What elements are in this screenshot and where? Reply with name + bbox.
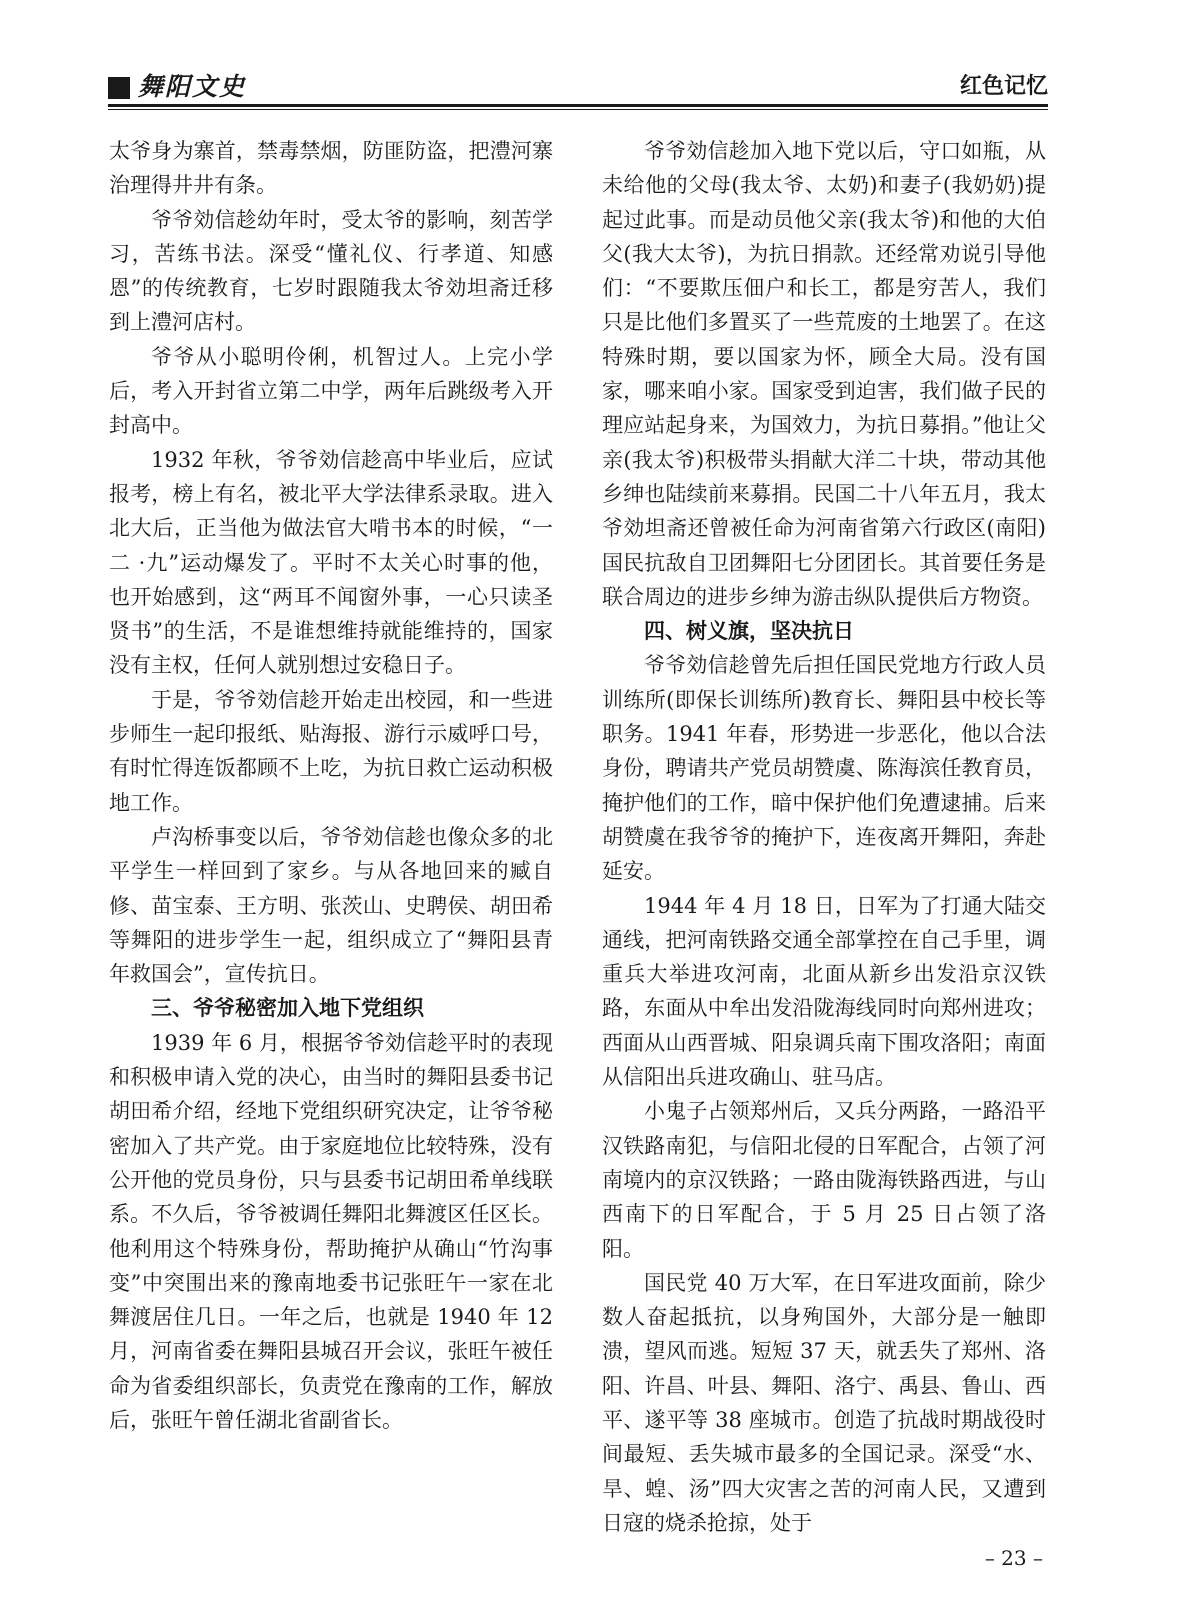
journal-title: 舞阳文史 — [138, 72, 247, 101]
header-rule-thick — [108, 104, 1048, 107]
paragraph: 卢沟桥事变以后，爷爷効信趁也像众多的北平学生一样回到了家乡。与从各地回来的臧自修、苗宝泰、王方明、张茨山、史聘侯、胡田希等舞阳的进步学生一起，组织成立了“舞阳县青年救国会”，宣传抗日。 — [109, 824, 553, 987]
paragraph: 爷爷効信趁加入地下党以后，守口如瓶，从未给他的父母(我太爷、太奶)和妻子(我奶奶)提起过此事。而是动员他父亲(我太爷)和他的大伯父(我大太爷)，为抗日捐款。还经常劝说引导他们：“不要欺压佃户和长工，都是穷苦人，我们只是比他们多置买了一些荒废的土地罢了。在这特殊时期，要以国家为怀，顾全大局。没有国家，哪来咱小家。国家受到迫害，我们做子民的理应站起身来，为国效力，为抗日募捐。”他让父亲(我太爷)积极带头捐献大洋二十块，带动其他乡绅也陆续前来募捐。民国二十八年五月，我太爷効坦斋还曾被任命为河南省第六行政区(南阳)国民抗敌自卫团舞阳七分团团长。其首要任务是联合周边的进步乡绅为游击纵队提供后方物资。 — [602, 139, 1046, 609]
header-square-mark — [108, 77, 130, 99]
section-heading-4: 四、树义旗，坚决抗日 — [644, 619, 854, 644]
paragraph: 爷爷効信趁曾先后担任国民党地方行政人员训练所(即保长训练所)教育长、舞阳县中校长等职务。1941 年春，形势进一步恶化，他以合法身份，聘请共产党员胡赞虞、陈海滨任教育员，掩护他们的工作，暗中保护他们免遭逮捕。后来胡赞虞在我爷爷的掩护下，连夜离开舞阳，奔赴延安。 — [602, 653, 1046, 884]
header-rule-thin — [108, 109, 1048, 110]
paragraph: 1939 年 6 月，根据爷爷効信趁平时的表现和积极申请入党的决心，由当时的舞阳县委书记胡田希介绍，经地下党组织研究决定，让爷爷秘密加入了共产党。由于家庭地位比较特殊，没有公开他的党员身份，只与县委书记胡田希单线联系。不久后，爷爷被调任舞阳北舞渡区任区长。他利用这个特殊身份，帮助掩护从确山“竹沟事变”中突围出来的豫南地委书记张旺午一家在北舞渡居住几日。一年之后，也就是 1940 年 12 月，河南省委在舞阳县城召开会议，张旺午被任命为省委组织部长，负责党在豫南的工作，解放后，张旺午曾任湖北省副省长。 — [109, 1030, 553, 1432]
page-number: – 23 – — [984, 1546, 1043, 1570]
section-heading-3: 三、爷爷秘密加入地下党组织 — [151, 996, 424, 1021]
paragraph: 国民党 40 万大军，在日军进攻面前，除少数人奋起抵抗，以身殉国外，大部分是一触即溃，望风而逃。短短 37 天，就丢失了郑州、洛阳、许昌、叶县、舞阳、洛宁、禹县、鲁山、西平、遂平等 38 座城市。创造了抗战时期战役时间最短、丢失城市最多的全国记录。深受“水、旱、蝗、汤”四大灾害之苦的河南人民，又遭到日寇的烧杀抢掠，处于 — [602, 1270, 1046, 1535]
paragraph: 爷爷効信趁幼年时，受太爷的影响，刻苦学习，苦练书法。深受“懂礼仪、行孝道、知感恩”的传统教育，七岁时跟随我太爷効坦斋迁移到上澧河店村。 — [109, 207, 553, 335]
left-column — [109, 134, 553, 1437]
right-column — [602, 134, 1046, 1540]
page-header — [108, 72, 1048, 102]
section-title: 红色记忆 — [959, 74, 1048, 99]
paragraph: 太爷身为寨首，禁毒禁烟，防匪防盗，把澧河寨治理得井井有条。 — [109, 139, 553, 198]
paragraph: 小鬼子占领郑州后，又兵分两路，一路沿平汉铁路南犯，与信阳北侵的日军配合，占领了河南境内的京汉铁路；一路由陇海铁路西进，与山西南下的日军配合，于 5 月 25 日占领了洛阳。 — [602, 1099, 1046, 1261]
paragraph: 于是，爷爷効信趁开始走出校园，和一些进步师生一起印报纸、贴海报、游行示威呼口号，有时忙得连饭都顾不上吃，为抗日救亡运动积极地工作。 — [109, 687, 553, 815]
paragraph: 爷爷从小聪明伶俐，机智过人。上完小学后，考入开封省立第二中学，两年后跳级考入开封高中。 — [109, 344, 553, 438]
paragraph: 1932 年秋，爷爷効信趁高中毕业后，应试报考，榜上有名，被北平大学法律系录取。进入北大后，正当他为做法官大啃书本的时候，“一二 ·九”运动爆发了。平时不太关心时事的他，也开始感到，这“两耳不闻窗外事，一心只读圣贤书”的生活，不是谁想维持就能维持的，国家没有主权，任何人就别想过安稳日子。 — [109, 447, 553, 678]
paragraph: 1944 年 4 月 18 日，日军为了打通大陆交通线，把河南铁路交通全部掌控在自己手里，调重兵大举进攻河南，北面从新乡出发沿京汉铁路，东面从中牟出发沿陇海线同时向郑州进攻；西面从山西晋城、阳泉调兵南下围攻洛阳；南面从信阳出兵进攻确山、驻马店。 — [602, 893, 1046, 1090]
